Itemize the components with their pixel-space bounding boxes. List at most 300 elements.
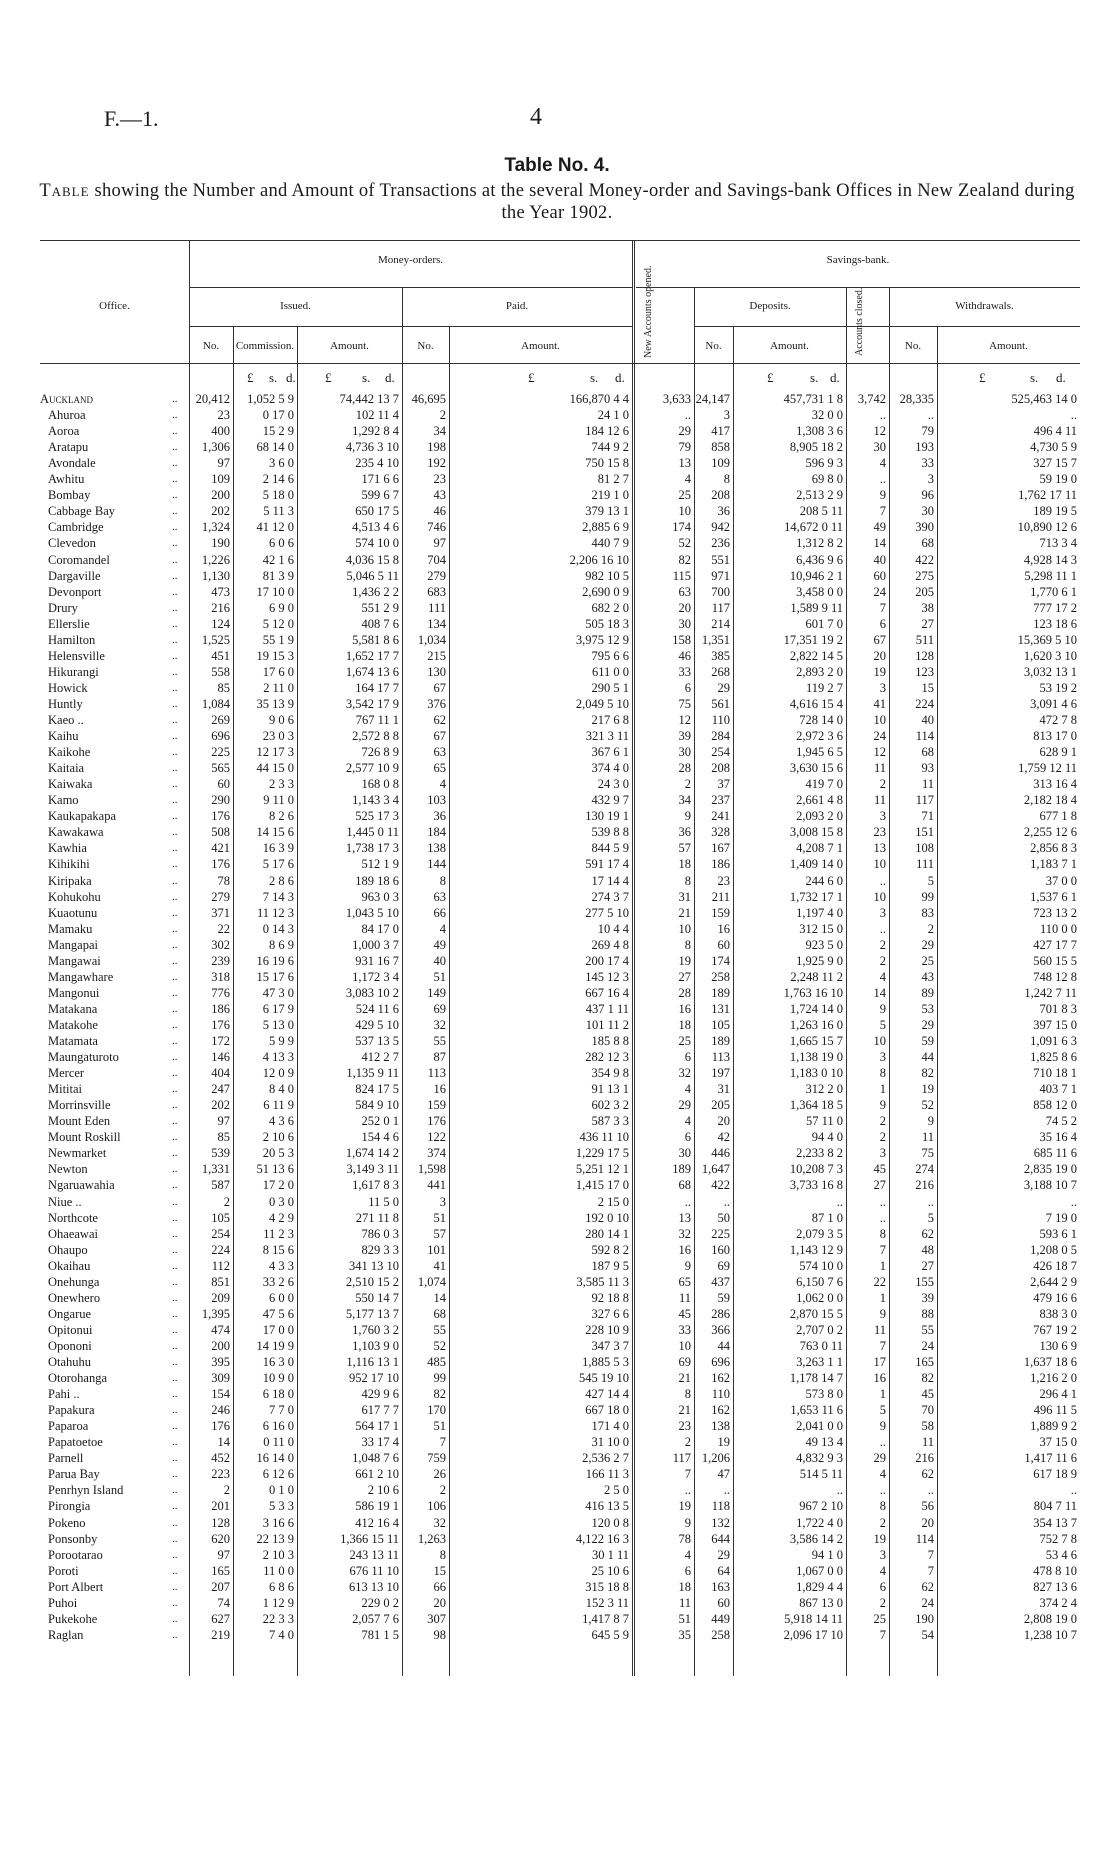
withdrawals-amount-cell: 35 16 4	[1039, 1130, 1077, 1145]
unit-pence: d.	[385, 370, 395, 385]
accounts-closed-cell: ..	[879, 1435, 886, 1450]
new-accounts-cell: 25	[678, 1034, 691, 1048]
commission-cell: 42 1 6	[262, 552, 294, 567]
issued-amount-cell: 102 11 4	[355, 408, 399, 423]
withdrawals-no-cell: ..	[927, 1483, 934, 1498]
issued-no-cell: 539	[211, 1146, 230, 1161]
issued-no-cell: 1,331	[201, 1162, 230, 1177]
issued-amount-cell: 613 13 10	[349, 1579, 399, 1594]
withdrawals-amount-cell: 710 18 1	[1033, 1066, 1077, 1081]
paid-amount-cell: 2,885 6 9	[582, 520, 629, 535]
issued-amount-cell: 525 17 3	[355, 809, 399, 824]
withdrawals-amount-cell: 74 5 2	[1045, 1114, 1077, 1129]
issued-amount-cell: 1,366 15 11	[340, 1531, 399, 1546]
leader-dots: ..	[172, 1500, 178, 1513]
accounts-closed-cell: 8	[879, 1226, 886, 1241]
issued-no-cell: 165	[211, 1563, 230, 1578]
issued-no-cell: 1,525	[201, 632, 230, 647]
issued-no-cell: 85	[217, 680, 230, 695]
new-accounts-cell: 52	[678, 536, 691, 551]
office-cell: Hamilton	[48, 632, 96, 647]
issued-amount-cell: 584 9 10	[355, 1098, 399, 1113]
commission-cell: 8 15 6	[262, 1242, 294, 1257]
new-accounts-cell: 28	[678, 761, 691, 776]
withdrawals-no-cell: 117	[915, 793, 934, 808]
withdrawals-amount-cell: ..	[1070, 1194, 1077, 1209]
office-cell: Mangawai	[48, 953, 101, 968]
issued-no-cell: 247	[211, 1082, 230, 1097]
office-cell: Ohaupo	[48, 1242, 88, 1257]
new-accounts-cell: 8	[684, 873, 691, 888]
new-accounts-cell: 34	[678, 793, 691, 808]
paid-amount-cell: 1,415 17 0	[575, 1178, 629, 1193]
paid-amount-cell: 539 8 8	[591, 825, 629, 840]
issued-no-cell: 696	[211, 729, 230, 744]
leader-dots: ..	[172, 585, 178, 598]
accounts-closed-cell: 3	[879, 905, 886, 920]
withdrawals-amount-cell: 496 11 5	[1033, 1403, 1077, 1418]
leader-dots: ..	[172, 1548, 178, 1561]
unit-shilling: s.	[1030, 370, 1039, 385]
deposits-amount-cell: 8,905 18 2	[789, 440, 843, 455]
new-accounts-cell: 30	[678, 1146, 691, 1161]
paid-no-cell: 97	[433, 536, 446, 551]
accounts-closed-cell: 10	[873, 857, 886, 872]
accounts-closed-cell: 11	[873, 761, 886, 776]
commission-cell: 6 11 9	[263, 1098, 294, 1113]
new-accounts-cell: 63	[678, 584, 691, 599]
deposits-no-cell: 254	[711, 745, 730, 760]
deposits-no-cell: 29	[717, 680, 730, 695]
withdrawals-no-cell: 274	[915, 1162, 934, 1177]
commission-cell: 23 0 3	[262, 729, 294, 744]
paid-amount-cell: 321 3 11	[585, 729, 629, 744]
issued-no-cell: 78	[217, 873, 230, 888]
accounts-closed-cell: ..	[879, 1483, 886, 1498]
new-accounts-cell: 158	[672, 632, 691, 647]
deposits-amount-cell: 1,178 14 7	[789, 1371, 843, 1386]
withdrawals-no-cell: 11	[921, 1435, 934, 1450]
paid-no-cell: 23	[433, 472, 446, 487]
issued-no-cell: 1,306	[201, 440, 230, 455]
paid-no-cell: 130	[427, 664, 446, 679]
office-cell: Northcote	[48, 1210, 98, 1225]
withdrawals-no-cell: 79	[921, 424, 934, 439]
commission-cell: 6 8 6	[269, 1579, 294, 1594]
leader-dots: ..	[172, 489, 178, 502]
deposits-amount-cell: 728 14 0	[799, 713, 843, 727]
withdrawals-no-cell: 114	[915, 1531, 934, 1546]
table-row	[40, 632, 1080, 648]
withdrawals-amount-cell: 1,825 8 6	[1030, 1050, 1077, 1065]
withdrawals-no-cell: 19	[921, 1082, 934, 1097]
table-row	[40, 744, 1080, 760]
issued-no-cell: 146	[211, 1050, 230, 1065]
commission-cell: 44 15 0	[256, 761, 294, 776]
paid-no-cell: 82	[433, 1387, 446, 1402]
leader-dots: ..	[172, 521, 178, 534]
office-cell: Hikurangi	[48, 664, 99, 679]
leader-dots: ..	[172, 1067, 178, 1080]
paid-amount-cell: 10 4 4	[597, 921, 629, 936]
money-orders-subrule	[189, 287, 633, 288]
deposits-no-cell: 16	[717, 921, 730, 936]
paid-no-cell: 55	[433, 1034, 446, 1048]
issued-no-cell: 279	[211, 889, 230, 904]
issued-no-cell: 202	[211, 504, 230, 519]
leader-dots: ..	[172, 681, 178, 694]
paid-amount-cell: 427 14 4	[585, 1387, 629, 1402]
commission-cell: 15 2 9	[262, 424, 294, 439]
accounts-closed-cell: 3	[879, 1146, 886, 1161]
office-cell: Auckland	[40, 392, 94, 406]
issued-amount-cell: 84 17 0	[361, 921, 399, 936]
commission-cell: 1 12 9	[262, 1595, 294, 1610]
issued-no-cell: 1,395	[201, 1306, 230, 1321]
issued-no-cell: 216	[211, 600, 230, 615]
paid-no-cell: 41	[433, 1258, 446, 1273]
deposits-no-cell: 208	[711, 761, 730, 776]
deposits-amount-cell: 4,616 15 4	[789, 696, 843, 711]
deposits-amount-cell: 17,351 19 2	[783, 632, 843, 647]
deposits-amount-cell: 1,589 9 11	[790, 600, 843, 615]
leader-dots: ..	[172, 1163, 178, 1176]
accounts-closed-cell: 49	[873, 520, 886, 535]
accounts-closed-cell: 14	[873, 536, 886, 551]
issued-no-cell: 190	[211, 536, 230, 551]
paid-amount-cell: 81 2 7	[597, 472, 629, 487]
new-accounts-cell: 2	[684, 1435, 691, 1450]
deposits-no-cell: 366	[711, 1322, 730, 1337]
accounts-closed-cell: 4	[879, 969, 886, 984]
withdrawals-amount-cell: 685 11 6	[1033, 1146, 1077, 1161]
leader-dots: ..	[172, 1404, 178, 1417]
commission-cell: 22 3 3	[262, 1611, 294, 1626]
office-cell: Maungaturoto	[48, 1050, 119, 1065]
commission-cell: 0 14 3	[262, 921, 294, 936]
table-row	[40, 985, 1080, 1001]
office-cell: Mount Eden	[48, 1114, 111, 1129]
paid-amount-cell: 844 5 9	[591, 841, 629, 856]
table-row	[40, 648, 1080, 664]
office-cell: Aoroa	[48, 424, 80, 439]
commission-cell: 17 6 0	[262, 664, 294, 679]
paid-amount-cell: 2,690 0 9	[582, 584, 629, 599]
accounts-closed-cell: 2	[879, 937, 886, 952]
table-row	[40, 1370, 1080, 1386]
withdrawals-no-cell: 11	[921, 777, 934, 792]
new-accounts-cell: 28	[678, 985, 691, 1000]
issued-amount-cell: 550 14 7	[355, 1290, 399, 1305]
accounts-closed-cell: 3,742	[857, 392, 886, 406]
issued-amount-cell: 676 11 10	[349, 1563, 399, 1578]
deposits-no-cell: 561	[711, 696, 730, 711]
table-row	[40, 873, 1080, 889]
issued-no-cell: 105	[211, 1210, 230, 1225]
deposits-amount-cell: ..	[836, 1194, 843, 1209]
new-accounts-cell: 117	[672, 1451, 691, 1466]
deposits-no-cell: 20	[717, 1114, 730, 1129]
office-cell: Mount Roskill	[48, 1130, 121, 1145]
paid-no-cell: 40	[433, 953, 446, 968]
issued-no-cell: 2	[223, 1194, 230, 1209]
commission-cell: 7 7 0	[269, 1403, 294, 1418]
deposits-amount-cell: 94 1 0	[811, 1547, 843, 1562]
new-accounts-cell: 51	[678, 1611, 691, 1626]
withdrawals-no-cell: 39	[921, 1290, 934, 1305]
commission-cell: 15 17 6	[256, 969, 294, 984]
new-accounts-cell: 33	[678, 1322, 691, 1337]
unit-pound: £	[325, 370, 332, 385]
issued-amount-cell: 2,572 8 8	[352, 729, 399, 744]
deposits-amount-cell: 1,665 15 7	[789, 1034, 843, 1048]
new-accounts-heading: New Accounts opened.	[643, 265, 654, 358]
deposits-no-cell: ..	[723, 1483, 730, 1498]
deposits-no-cell: 167	[711, 841, 730, 856]
withdrawals-amount-cell: 1,889 9 2	[1030, 1419, 1077, 1434]
commission-cell: 55 1 9	[262, 632, 294, 647]
paid-amount-cell: 416 13 5	[585, 1499, 629, 1514]
table-row	[40, 1498, 1080, 1514]
leader-dots: ..	[172, 922, 178, 935]
commission-cell: 5 11 3	[263, 504, 294, 519]
commission-cell: 5 9 9	[269, 1034, 294, 1048]
deposits-no-cell: 237	[711, 793, 730, 808]
leader-dots: ..	[172, 1195, 178, 1208]
issued-amount-cell: 74,442 13 7	[339, 392, 399, 406]
commission-cell: 0 11 0	[263, 1435, 294, 1450]
commission-cell: 22 13 9	[256, 1531, 294, 1546]
issued-no-cell: 23	[217, 408, 230, 423]
issued-no-cell: 74	[217, 1595, 230, 1610]
paid-amount-cell: 274 3 7	[591, 889, 629, 904]
table-row	[40, 840, 1080, 856]
new-accounts-cell: ..	[684, 408, 691, 423]
issued-amount-cell: 2,057 7 6	[352, 1611, 399, 1626]
leader-dots: ..	[172, 778, 178, 791]
office-cell: Kamo	[48, 793, 79, 808]
new-accounts-cell: 6	[684, 1130, 691, 1145]
deposits-no-cell: 241	[711, 809, 730, 824]
accounts-closed-cell: 2	[879, 1515, 886, 1530]
paid-no-cell: 376	[427, 696, 446, 711]
commission-cell: 9 11 0	[263, 793, 294, 808]
paid-amount-cell: 2,049 5 10	[575, 696, 629, 711]
issued-no-heading: No.	[202, 340, 220, 352]
paid-no-cell: 66	[433, 905, 446, 920]
new-accounts-cell: 4	[684, 472, 691, 487]
accounts-closed-cell: 11	[873, 1322, 886, 1337]
deposits-amount-cell: 596 9 3	[805, 456, 843, 471]
accounts-closed-cell: 45	[873, 1162, 886, 1177]
deposits-no-cell: 50	[717, 1210, 730, 1225]
paid-amount-cell: 645 5 9	[591, 1627, 629, 1642]
issued-amount-cell: 1,674 14 2	[345, 1146, 399, 1161]
leader-dots: ..	[172, 697, 178, 710]
table-row	[40, 391, 1080, 407]
commission-cell: 81 3 9	[262, 568, 294, 583]
deposits-no-cell: 211	[711, 889, 730, 904]
office-cell: Otorohanga	[48, 1371, 108, 1386]
paid-amount-cell: 24 3 0	[597, 777, 629, 792]
deposits-amount-heading: Amount.	[770, 340, 809, 352]
withdrawals-no-cell: 20	[921, 1515, 934, 1530]
withdrawals-no-cell: 68	[921, 536, 934, 551]
withdrawals-amount-cell: 617 18 9	[1033, 1467, 1077, 1482]
leader-dots: ..	[172, 1243, 178, 1256]
unit-pence: d.	[615, 370, 625, 385]
paid-amount-cell: 327 6 6	[591, 1306, 629, 1321]
office-cell: Mercer	[48, 1066, 85, 1081]
paid-amount-cell: 1,885 5 3	[582, 1355, 629, 1369]
office-cell: Opononi	[48, 1338, 92, 1353]
withdrawals-amount-cell: 713 3 4	[1039, 536, 1077, 551]
leader-dots: ..	[172, 601, 178, 614]
unit-pound: £	[247, 370, 254, 385]
issued-amount-cell: 1,000 3 7	[352, 937, 399, 952]
commission-cell: 41 12 0	[256, 520, 294, 535]
office-cell: Penrhyn Island	[48, 1483, 124, 1498]
deposits-no-cell: 437	[711, 1274, 730, 1289]
new-accounts-cell: 82	[678, 552, 691, 567]
deposits-no-cell: 163	[711, 1579, 730, 1594]
withdrawals-amount-cell: 813 17 0	[1033, 729, 1077, 744]
leader-dots: ..	[172, 730, 178, 743]
issued-amount-cell: 408 7 6	[361, 616, 399, 631]
issued-no-cell: 290	[211, 793, 230, 808]
accounts-closed-cell: 8	[879, 1066, 886, 1081]
paid-amount-cell: 290 5 1	[591, 680, 629, 695]
accounts-closed-cell: 3	[879, 1050, 886, 1065]
leader-dots: ..	[172, 1275, 178, 1288]
accounts-closed-cell: 24	[873, 729, 886, 744]
issued-amount-cell: 5,046 5 11	[346, 568, 399, 583]
deposits-amount-cell: 1,364 18 5	[789, 1098, 843, 1113]
deposits-no-cell: 286	[711, 1306, 730, 1321]
paid-no-cell: 8	[439, 873, 446, 888]
table-row	[40, 1531, 1080, 1547]
withdrawals-amount-cell: 2,182 18 4	[1023, 793, 1077, 808]
leader-dots: ..	[172, 1564, 178, 1577]
withdrawals-amount-cell: 1,762 17 11	[1018, 488, 1077, 503]
paid-amount-cell: 120 0 8	[591, 1515, 629, 1530]
savings-bank-heading: Savings-bank.	[826, 254, 890, 266]
deposits-amount-cell: 3,458 0 0	[796, 584, 843, 599]
paid-no-cell: 67	[433, 729, 446, 744]
issued-amount-cell: 931 16 7	[355, 953, 399, 968]
paid-no-cell: 485	[427, 1355, 446, 1369]
paid-no-cell: 65	[433, 761, 446, 776]
issued-amount-cell: 650 17 5	[355, 504, 399, 519]
deposits-no-cell: 189	[711, 985, 730, 1000]
accounts-closed-cell: 1	[879, 1290, 886, 1305]
office-cell: Ongarue	[48, 1306, 92, 1321]
issued-amount-cell: 1,674 13 6	[345, 664, 399, 679]
issued-no-cell: 22	[217, 921, 230, 936]
office-cell: Onehunga	[48, 1274, 100, 1289]
office-cell: Kiripaka	[48, 873, 92, 888]
paid-amount-cell: 347 3 7	[591, 1338, 629, 1353]
issued-amount-cell: 429 9 6	[361, 1387, 399, 1402]
withdrawals-amount-cell: 767 19 2	[1033, 1322, 1077, 1337]
withdrawals-amount-cell: 37 15 0	[1039, 1435, 1077, 1450]
commission-cell: 5 3 3	[269, 1499, 294, 1514]
withdrawals-amount-cell: 701 8 3	[1039, 1001, 1077, 1016]
unit-shilling: s.	[269, 370, 278, 385]
table-row	[40, 1081, 1080, 1097]
new-accounts-cell: 20	[678, 600, 691, 615]
commission-cell: 17 0 0	[262, 1322, 294, 1337]
issued-no-cell: 172	[211, 1034, 230, 1048]
paid-no-cell: 106	[427, 1499, 446, 1514]
issued-amount-cell: 4,036 15 8	[345, 552, 399, 567]
leader-dots: ..	[172, 794, 178, 807]
leader-dots: ..	[172, 649, 178, 662]
deposits-no-cell: 44	[717, 1338, 730, 1353]
office-cell: Port Albert	[48, 1579, 104, 1594]
issued-no-cell: 239	[211, 953, 230, 968]
withdrawals-amount-cell: 804 7 11	[1033, 1499, 1077, 1514]
deposits-amount-cell: 2,248 11 2	[790, 969, 843, 984]
office-heading: Office.	[99, 300, 130, 312]
withdrawals-amount-cell: 628 9 1	[1039, 745, 1077, 760]
table-row	[40, 728, 1080, 744]
commission-cell: 3 16 6	[262, 1515, 294, 1530]
paid-no-cell: 68	[433, 1306, 446, 1321]
table-row	[40, 1001, 1080, 1017]
withdrawals-heading: Withdrawals.	[955, 300, 1014, 312]
paid-amount-cell: 667 16 4	[585, 985, 629, 1000]
deposits-amount-cell: ..	[836, 1483, 843, 1498]
new-accounts-cell: 16	[678, 1001, 691, 1016]
deposits-no-cell: 19	[717, 1435, 730, 1450]
issued-no-cell: 269	[211, 713, 230, 727]
leader-dots: ..	[172, 617, 178, 630]
deposits-amount-cell: 312 15 0	[799, 921, 843, 936]
deposits-amount-cell: 244 6 0	[805, 873, 843, 888]
paid-amount-cell: 101 11 2	[585, 1017, 629, 1032]
commission-cell: 2 8 6	[269, 873, 294, 888]
commission-cell: 4 3 3	[269, 1258, 294, 1273]
leader-dots: ..	[172, 1516, 178, 1529]
deposits-amount-cell: 2,707 0 2	[796, 1322, 843, 1337]
issued-amount-cell: 252 0 1	[361, 1114, 399, 1129]
issued-amount-heading: Amount.	[330, 340, 369, 352]
paid-amount-cell: 367 6 1	[591, 745, 629, 760]
issued-no-cell: 223	[211, 1467, 230, 1482]
office-cell: Parua Bay	[48, 1467, 100, 1482]
table-row	[40, 1627, 1080, 1643]
commission-cell: 6 18 0	[262, 1387, 294, 1402]
commission-cell: 6 16 0	[262, 1419, 294, 1434]
withdrawals-no-cell: 9	[927, 1114, 934, 1129]
accounts-closed-cell: 16	[873, 1371, 886, 1386]
withdrawals-no-cell: 45	[921, 1387, 934, 1402]
new-accounts-cell: 57	[678, 841, 691, 856]
accounts-closed-cell: 19	[873, 664, 886, 679]
deposits-amount-cell: 10,946 2 1	[789, 568, 843, 583]
withdrawals-no-cell: 59	[921, 1034, 934, 1048]
deposits-amount-cell: 119 2 7	[805, 680, 843, 695]
withdrawals-no-heading: No.	[904, 340, 922, 352]
new-accounts-cell: 21	[678, 905, 691, 920]
deposits-no-cell: 644	[711, 1531, 730, 1546]
accounts-closed-cell: 3	[879, 1547, 886, 1562]
table-row	[40, 953, 1080, 969]
issued-amount-cell: 599 6 7	[361, 488, 399, 503]
paid-amount-cell: 25 10 6	[591, 1563, 629, 1578]
paid-amount-cell: 354 9 8	[591, 1066, 629, 1081]
